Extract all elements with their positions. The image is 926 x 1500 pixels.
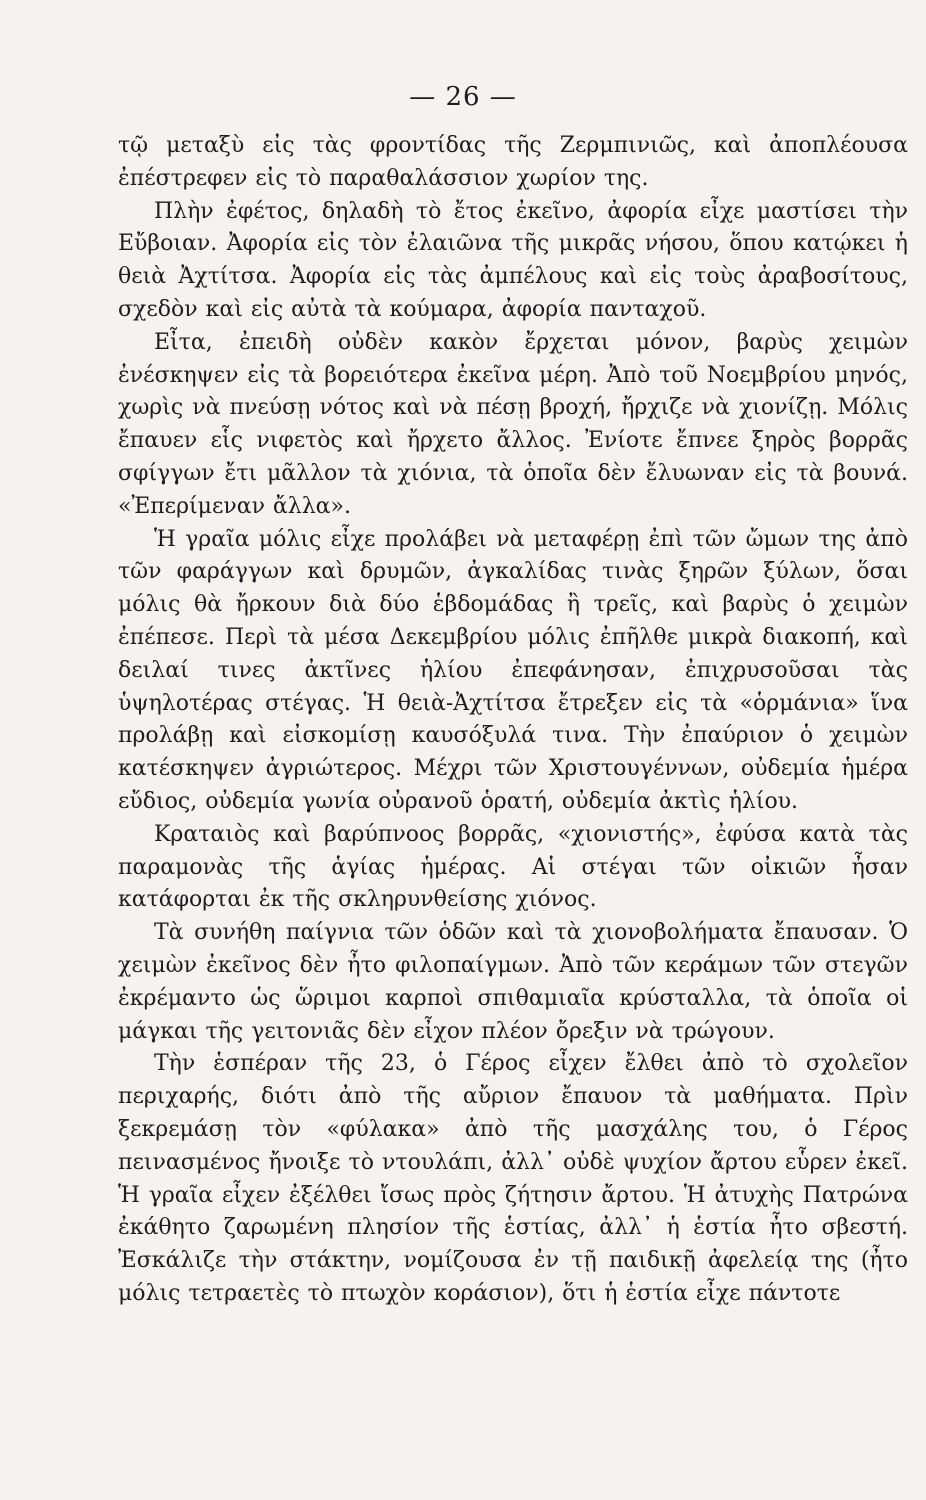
body-text <box>118 130 908 1311</box>
paragraph-7: Τὴν ἑσπέραν τῆς 23, ὁ Γέρος εἶχεν ἔλθει ἀπὸ τὸ σχολεῖον περιχαρής, διότι ἀπὸ τῆς αὔριον ἔπαυον τὰ μαθήματα. Πρὶν ξεκρεμάσῃ τὸν «φύλακα» ἀπὸ τῆς μασχάλης του, ὁ Γέρος πεινασμένος ἤνοιξε τὸ ντουλάπι, ἀλλ᾽ οὐδὲ ψυχίον ἄρτου εὗρεν ἐκεῖ. Ἡ γραῖα εἶχεν ἐξέλθει ἴσως πρὸς ζήτησιν ἄρτου. Ἡ ἀτυχὴς Πατρώνα ἐκάθητο ζαρωμένη πλησίον τῆς ἑστίας, ἀλλ᾽ ἡ ἑστία ἦτο σβεστή. Ἐσκάλιζε τὴν στάκτην, νομίζουσα ἐν τῇ παιδικῇ ἀφελείᾳ της (ἦτο μόλις τετραετὲς τὸ πτωχὸν κοράσιον), ὅτι ἡ ἑστία εἶχε πάντοτε <box>118 1051 908 1306</box>
paragraph-6: Τὰ συνήθη παίγνια τῶν ὁδῶν καὶ τὰ χιονοβολήματα ἔπαυσαν. Ὁ χειμὼν ἐκεῖνος δὲν ἦτο φιλοπαίγμων. Ἀπὸ τῶν κεράμων τῶν στεγῶν ἐκρέμαντο ὡς ὥριμοι καρποὶ σπιθαμιαῖα κρύσταλλα, τὰ ὁποῖα οἱ μάγκαι τῆς γειτονιᾶς δὲν εἶχον πλέον ὄρεξιν νὰ τρώγουν. <box>118 920 908 1044</box>
page-number: — 26 — <box>409 82 517 112</box>
paragraph-1: τῷ μεταξὺ εἰς τὰς φροντίδας τῆς Ζερμπινιῶς, καὶ ἀποπλέουσα ἐπέστρεφεν εἰς τὸ παραθαλάσσιον χωρίον της. <box>118 133 908 191</box>
paragraph-2: Πλὴν ἐφέτος, δηλαδὴ τὸ ἔτος ἐκεῖνο, ἀφορία εἶχε μαστίσει τὴν Εὔβοιαν. Ἀφορία εἰς τὸν ἐλαιῶνα τῆς μικρᾶς νήσου, ὅπου κατῴκει ἡ θειὰ Ἀχτίτσα. Ἀφορία εἰς τὰς ἀμπέλους καὶ εἰς τοὺς ἀραβοσίτους, σχεδὸν καὶ εἰς αὐτὰ τὰ κούμαρα, ἀφορία πανταχοῦ. <box>118 198 908 322</box>
paragraph-5: Κραταιὸς καὶ βαρύπνοος βορρᾶς, «χιονιστής», ἐφύσα κατὰ τὰς παραμονὰς τῆς ἁγίας ἡμέρας. Αἱ στέγαι τῶν οἰκιῶν ἦσαν κατάφορται ἐκ τῆς σκληρυνθείσης χιόνος. <box>118 821 908 913</box>
paragraph-4: Ἡ γραῖα μόλις εἶχε προλάβει νὰ μεταφέρῃ ἐπὶ τῶν ὤμων της ἀπὸ τῶν φαράγγων καὶ δρυμῶν, ἀγκαλίδας τινὰς ξηρῶν ξύλων, ὅσαι μόλις θὰ ἤρκουν διὰ δύο ἑβδομάδας ἢ τρεῖς, καὶ βαρὺς ὁ χειμὼν ἐπέπεσε. Περὶ τὰ μέσα Δεκεμβρίου μόλις ἐπῆλθε μικρὰ διακοπή, καὶ δειλαί τινες ἀκτῖνες ἡλίου ἐπεφάνησαν, ἐπιχρυσοῦσαι τὰς ὑψηλοτέρας στέγας. Ἡ θειὰ-Ἀχτίτσα ἔτρεξεν εἰς τὰ «ὁρμάνια» ἵνα προλάβῃ καὶ εἰσκομίσῃ καυσόξυλά τινα. Τὴν ἐπαύριον ὁ χειμὼν κατέσκηψεν ἀγριώτερος. Μέχρι τῶν Χριστουγέννων, οὐδεμία ἡμέρα εὔδιος, οὐδεμία γωνία οὐρανοῦ ὁρατή, οὐδεμία ἀκτὶς ἡλίου. <box>118 526 908 814</box>
paragraph-3: Εἶτα, ἐπειδὴ οὐδὲν κακὸν ἔρχεται μόνον, βαρὺς χειμὼν ἐνέσκηψεν εἰς τὰ βορειότερα ἐκεῖνα μέρη. Ἀπὸ τοῦ Νοεμβρίου μηνός, χωρὶς νὰ πνεύσῃ νότος καὶ νὰ πέσῃ βροχή, ἤρχιζε νὰ χιονίζῃ. Μόλις ἔπαυεν εἷς νιφετὸς καὶ ἤρχετο ἄλλος. Ἐνίοτε ἔπνεε ξηρὸς βορρᾶς σφίγγων ἔτι μᾶλλον τὰ χιόνια, τὰ ὁποῖα δὲν ἔλυωναν εἰς τὰ βουνά. «Ἐπερίμεναν ἄλλα». <box>118 329 908 519</box>
